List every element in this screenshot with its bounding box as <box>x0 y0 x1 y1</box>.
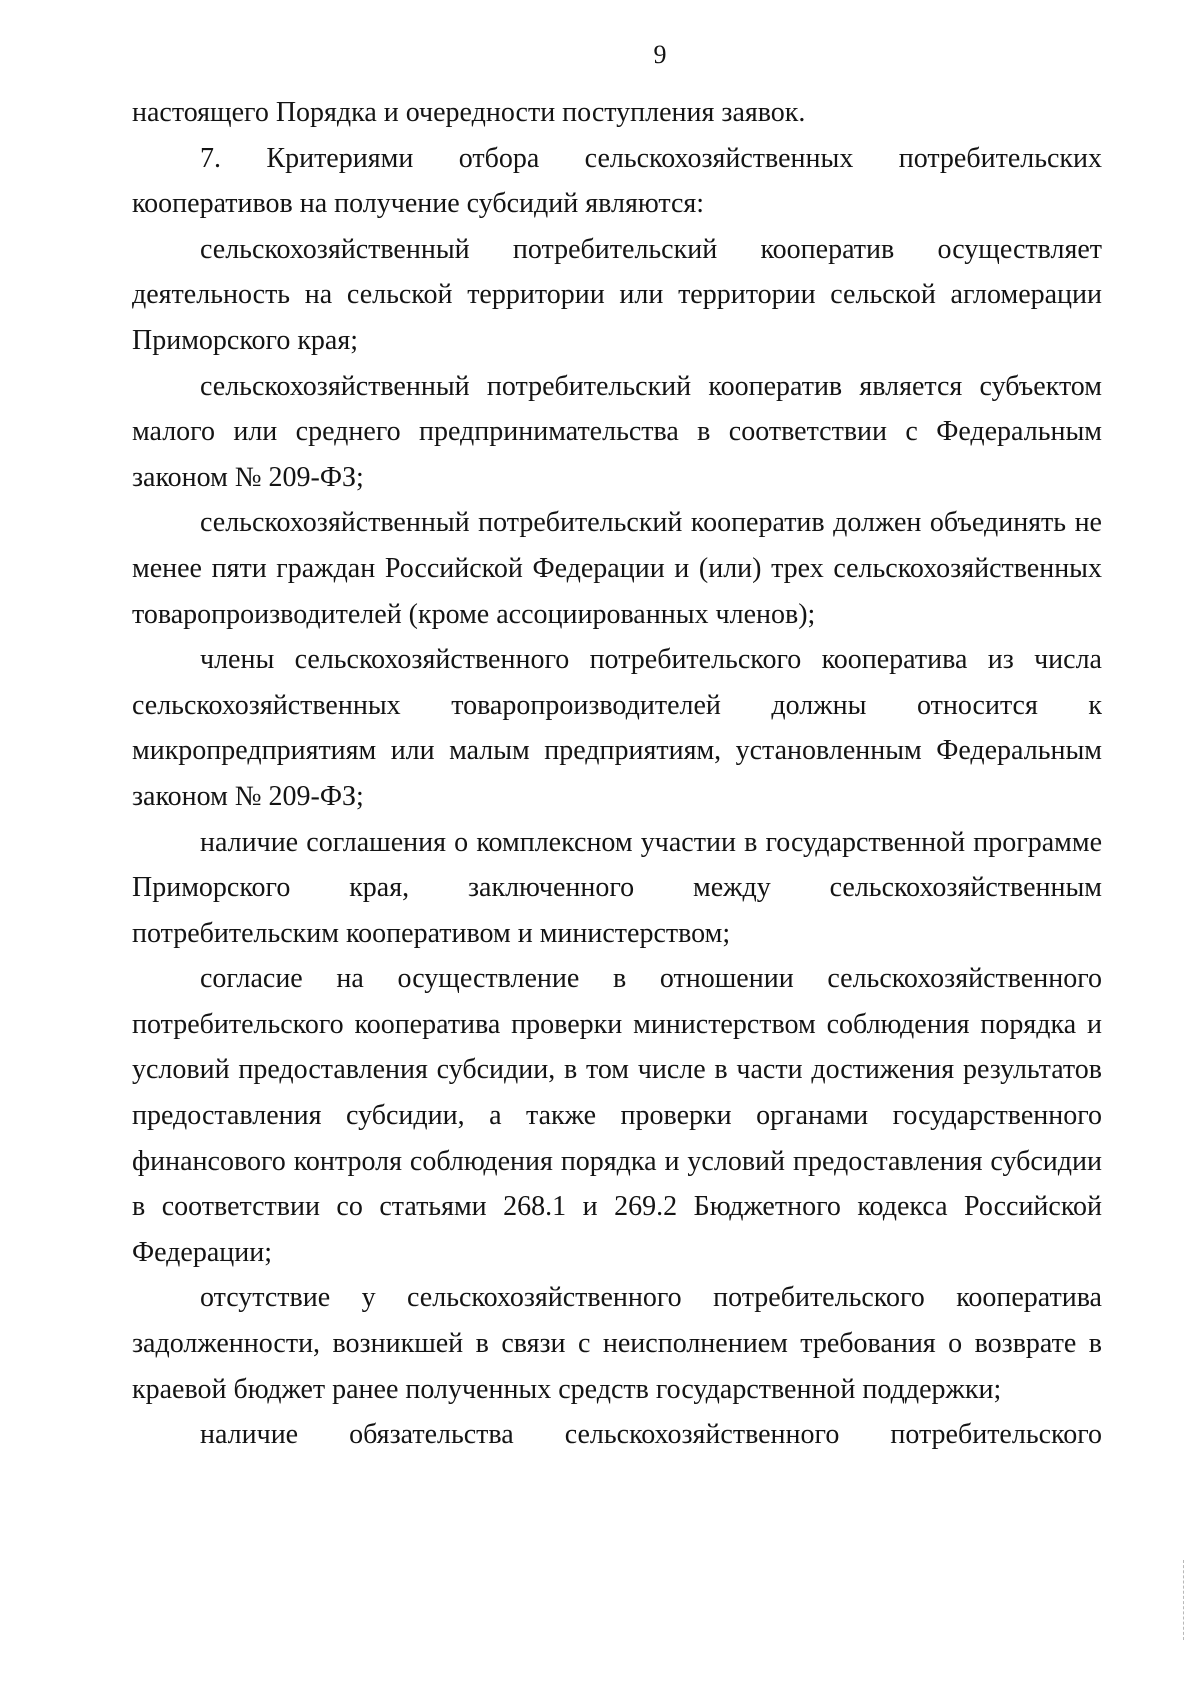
paragraph-criterion-sme: сельскохозяйственный потребительский кооператив является субъектом малого или среднего предпринимательства в соответствии с Федеральным законом № 209-ФЗ; <box>132 370 1102 493</box>
paragraph-continuation: настоящего Порядка и очередности поступления заявок. <box>132 97 806 128</box>
scan-edge-mark <box>1183 1560 1186 1640</box>
paragraph-criterion-agreement: наличие соглашения о комплексном участии в государственной программе Приморского края, заключенного между сельскохозяйственным потребительским кооперативом и министерством; <box>132 826 1102 949</box>
paragraph-criterion-territory: сельскохозяйственный потребительский кооператив осуществляет деятельность на сельской территории или территории сельской агломерации Приморского края; <box>132 233 1102 356</box>
paragraph-criterion-members-category: члены сельскохозяйственного потребительского кооператива из числа сельскохозяйственных товаропроизводителей должны относится к микропредприятиям или малым предприятиям, установленным Федеральным законом № 209-ФЗ; <box>132 644 1102 812</box>
paragraph-criterion-no-debt: отсутствие у сельскохозяйственного потребительского кооператива задолженности, возникшей в связи с неисполнением требования о возврате в краевой бюджет ранее полученных средств государственной поддержки; <box>132 1282 1102 1405</box>
paragraph-criterion-members-count: сельскохозяйственный потребительский кооператив должен объединять не менее пяти граждан Российской Федерации и (или) трех сельскохозяйственных товаропроизводителей (кроме ассоциированных членов); <box>132 507 1102 630</box>
paragraph-criteria-intro: 7. Критериями отбора сельскохозяйственных потребительских кооперативов на получение субсидий являются: <box>132 142 1102 220</box>
paragraph-criterion-obligation: наличие обязательства сельскохозяйственного потребительского <box>200 1419 1102 1451</box>
document-body <box>132 90 1102 1458</box>
page-number: 9 <box>653 40 667 69</box>
paragraph-criterion-inspection-consent: согласие на осуществление в отношении сельскохозяйственного потребительского кооператива проверки министерством соблюдения порядка и условий предоставления субсидии, в том числе в части достижения результатов предоставления субсидии, а также проверки органами государственного финансового контроля соблюдения порядка и условий предоставления субсидии в соответствии со статьями 268.1 и 269.2 Бюджетного кодекса Российской Федерации; <box>132 963 1102 1268</box>
